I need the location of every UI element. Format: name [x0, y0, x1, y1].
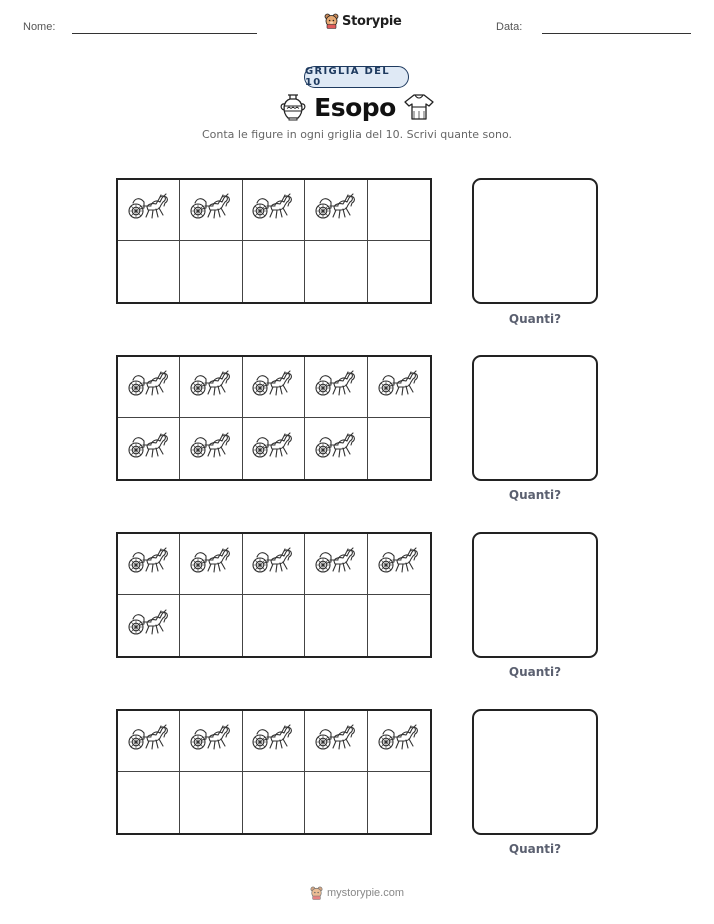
chariot-icon: [127, 547, 171, 581]
ten-frame-cell: [368, 241, 430, 302]
bear-mascot-icon: [324, 13, 339, 29]
date-line: [542, 33, 691, 34]
chariot-icon: [127, 370, 171, 404]
chariot-icon: [189, 432, 233, 466]
instructions: Conta le figure in ogni griglia del 10. Scrivi quante sono.: [201, 128, 512, 141]
ten-frame-cell: [305, 595, 367, 656]
bear-mascot-icon: [310, 886, 323, 900]
ten-frame-cell: [368, 418, 430, 479]
chariot-icon: [251, 193, 295, 227]
ten-frame-cell: [180, 241, 242, 302]
chariot-icon: [314, 193, 358, 227]
chariot-icon: [189, 370, 233, 404]
chariot-icon: [251, 370, 295, 404]
page-title: Esopo: [314, 92, 396, 122]
brand-logo: [324, 13, 402, 29]
chariot-icon: [127, 193, 171, 227]
ten-frame-cell: [243, 180, 305, 241]
ten-frame-cell: [180, 418, 242, 479]
ten-frame-cell: [368, 772, 430, 833]
ten-frame-cell: [368, 357, 430, 418]
answer-box-3[interactable]: [472, 532, 598, 658]
title-row: [0, 92, 714, 122]
chariot-icon: [189, 193, 233, 227]
ten-frame-cell: [180, 772, 242, 833]
ten-frame-cell: [243, 357, 305, 418]
ten-frame-cell: [368, 534, 430, 595]
ten-frame-cell: [180, 711, 242, 772]
chariot-icon: [314, 724, 358, 758]
ten-frame-3: [116, 532, 432, 658]
amphora-icon: [278, 92, 308, 122]
ten-frame-cell: [305, 180, 367, 241]
chariot-icon: [127, 609, 171, 643]
ten-frame-cell: [118, 241, 180, 302]
answer-box-2[interactable]: [472, 355, 598, 481]
ten-frame-cell: [118, 772, 180, 833]
answer-label-1: Quanti?: [508, 312, 562, 326]
chariot-icon: [377, 547, 421, 581]
answer-box-4[interactable]: [472, 709, 598, 835]
date-label: Data:: [496, 21, 523, 33]
chariot-icon: [127, 724, 171, 758]
chariot-icon: [377, 724, 421, 758]
ten-frame-cell: [180, 180, 242, 241]
chariot-icon: [189, 724, 233, 758]
ten-frame-cell: [243, 534, 305, 595]
ten-frame-cell: [368, 180, 430, 241]
ten-frame-cell: [180, 357, 242, 418]
chariot-icon: [251, 547, 295, 581]
ten-frame-cell: [180, 534, 242, 595]
ten-frame-cell: [368, 595, 430, 656]
chariot-icon: [251, 724, 295, 758]
ten-frame-cell: [118, 180, 180, 241]
ten-frame-cell: [243, 595, 305, 656]
ten-frame-cell: [305, 357, 367, 418]
chariot-icon: [377, 370, 421, 404]
answer-box-1[interactable]: [472, 178, 598, 304]
ten-frame-cell: [305, 241, 367, 302]
chariot-icon: [189, 547, 233, 581]
answer-label-2: Quanti?: [508, 488, 562, 502]
ten-frame-cell: [243, 711, 305, 772]
name-line: [72, 33, 257, 34]
answer-label-4: Quanti?: [508, 842, 562, 856]
ten-frame-cell: [118, 711, 180, 772]
answer-label-3: Quanti?: [508, 665, 562, 679]
ten-frame-4: [116, 709, 432, 835]
ten-frame-cell: [305, 418, 367, 479]
chariot-icon: [127, 432, 171, 466]
ten-frame-cell: [368, 711, 430, 772]
chariot-icon: [314, 370, 358, 404]
chariot-icon: [314, 547, 358, 581]
ten-frame-cell: [243, 241, 305, 302]
ten-frame-cell: [243, 418, 305, 479]
ten-frame-cell: [118, 595, 180, 656]
ten-frame-1: [116, 178, 432, 304]
chariot-icon: [314, 432, 358, 466]
ten-frame-cell: [305, 772, 367, 833]
name-label: Nome:: [23, 21, 56, 33]
ten-frame-2: [116, 355, 432, 481]
ten-frame-cell: [118, 534, 180, 595]
brand-name: Storypie: [342, 13, 402, 29]
ten-frame-cell: [180, 595, 242, 656]
footer: [0, 886, 714, 900]
ten-frame-cell: [118, 357, 180, 418]
chariot-icon: [251, 432, 295, 466]
worksheet-type-badge: GRIGLIA DEL 10: [304, 66, 409, 88]
ten-frame-cell: [305, 534, 367, 595]
ten-frame-cell: [305, 711, 367, 772]
ten-frame-cell: [243, 772, 305, 833]
tunic-icon: [402, 92, 436, 122]
footer-site: mystorypie.com: [326, 887, 405, 899]
ten-frame-cell: [118, 418, 180, 479]
